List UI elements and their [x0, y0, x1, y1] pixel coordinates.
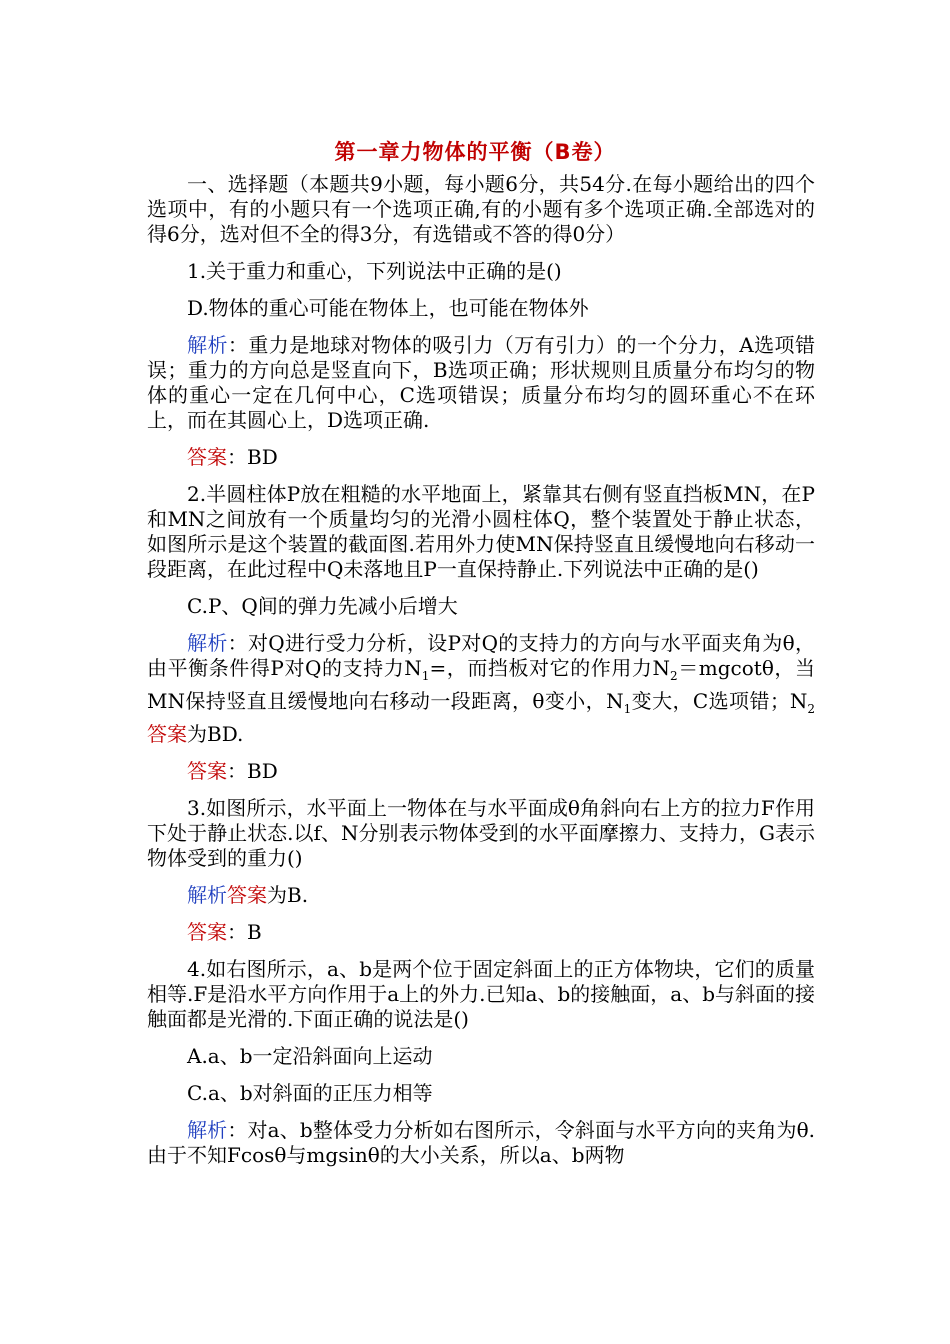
- analysis-text: 对a、b整体受力分析如右图所示，令斜面与水平方向的夹角为θ.由于不知Fcosθ与mgsinθ的大小关系，所以a、b两物: [147, 1118, 816, 1167]
- question-4-analysis: [147, 1118, 815, 1168]
- question-2-option-c: C.P、Q间的弹力先减小后增大: [187, 594, 458, 618]
- document-body: [147, 172, 815, 1180]
- analysis-label: 解析: [187, 333, 228, 357]
- question-3-answer: [147, 920, 815, 945]
- subscript: 1: [623, 702, 632, 716]
- answer-label-inline: 答案: [227, 883, 267, 907]
- label-colon: ：: [227, 920, 247, 944]
- label-colon: ：: [227, 1118, 248, 1142]
- answer-label: 答案: [187, 445, 227, 469]
- answer-label-inline: 答案: [147, 722, 187, 746]
- analysis-label: 解析: [187, 1118, 228, 1142]
- question-3-analysis: [147, 883, 815, 908]
- analysis-text: ＝mgcotθ，当MN保持竖直且缓慢地向右移动一段距离，θ变小，N: [147, 656, 815, 713]
- question-1-answer: [147, 445, 815, 470]
- question-1-analysis: [147, 333, 815, 433]
- question-1-stem: 1.关于重力和重心，下列说法中正确的是(): [187, 259, 562, 283]
- label-colon: ：: [227, 759, 247, 783]
- analysis-text: 为BD.: [187, 722, 244, 746]
- analysis-label: 解析: [187, 631, 228, 655]
- analysis-text: =，而挡板对它的作用力N: [429, 656, 670, 680]
- question-4-option-a: A.a、b一定沿斜面向上运动: [187, 1044, 433, 1068]
- label-colon: ：: [227, 445, 247, 469]
- subscript: 1: [421, 669, 430, 683]
- analysis-label: 解析: [187, 883, 227, 907]
- question-2-analysis: [147, 631, 815, 747]
- subscript: 2: [807, 702, 815, 716]
- analysis-text: 对Q进行受力分析，设P对Q的支持力的方向与水平面夹角为θ，由平衡条件得P对Q的支持力N: [147, 631, 816, 680]
- page-title: 第一章力物体的平衡（B卷）: [334, 140, 616, 164]
- question-2-stem: 2.半圆柱体P放在粗糙的水平地面上，紧靠其右侧有竖直挡板MN，在P和MN之间放有一个质量均匀的光滑小圆柱体Q，整个装置处于静止状态，如图所示是这个装置的截面图.若用外力使MN保持竖直且缓慢地向右移动一段距离，在此过程中Q未落地且P一直保持静止.下列说法中正确的是(): [147, 482, 815, 581]
- answer-text: BD: [247, 759, 278, 783]
- question-1-option-d: D.物体的重心可能在物体上，也可能在物体外: [187, 296, 589, 320]
- answer-label: 答案: [187, 759, 227, 783]
- question-4-option-c: C.a、b对斜面的正压力相等: [187, 1081, 433, 1105]
- analysis-text: 为B.: [267, 883, 309, 907]
- section-intro: 一、选择题（本题共9小题，每小题6分，共54分.在每小题给出的四个选项中，有的小题只有一个选项正确,有的小题有多个选项正确.全部选对的得6分，选对但不全的得3分，有选错或不答的得0分）: [147, 172, 815, 246]
- answer-text: B: [247, 920, 262, 944]
- question-2-answer: [147, 759, 815, 784]
- label-colon: ：: [227, 631, 248, 655]
- question-4-stem: 4.如右图所示，a、b是两个位于固定斜面上的正方体物块，它们的质量相等.F是沿水平方向作用于a上的外力.已知a、b的接触面，a、b与斜面的接触面都是光滑的.下面正确的说法是(): [147, 957, 815, 1031]
- label-colon: ：: [227, 333, 249, 357]
- analysis-text: 变大，C选项错；N: [631, 689, 808, 713]
- subscript: 2: [669, 669, 678, 683]
- analysis-text: 重力是地球对物体的吸引力（万有引力）的一个分力，A选项错误；重力的方向总是竖直向下，B选项正确；形状规则且质量分布均匀的物体的重心一定在几何中心，C选项错误；质量分布均匀的圆环重心不在环上，而在其圆心上，D选项正确.: [147, 333, 815, 432]
- answer-text: BD: [247, 445, 278, 469]
- answer-label: 答案: [187, 920, 227, 944]
- question-3-stem: 3.如图所示，水平面上一物体在与水平面成θ角斜向右上方的拉力F作用下处于静止状态.以f、N分别表示物体受到的水平面摩擦力、支持力，G表示物体受到的重力(): [147, 796, 815, 870]
